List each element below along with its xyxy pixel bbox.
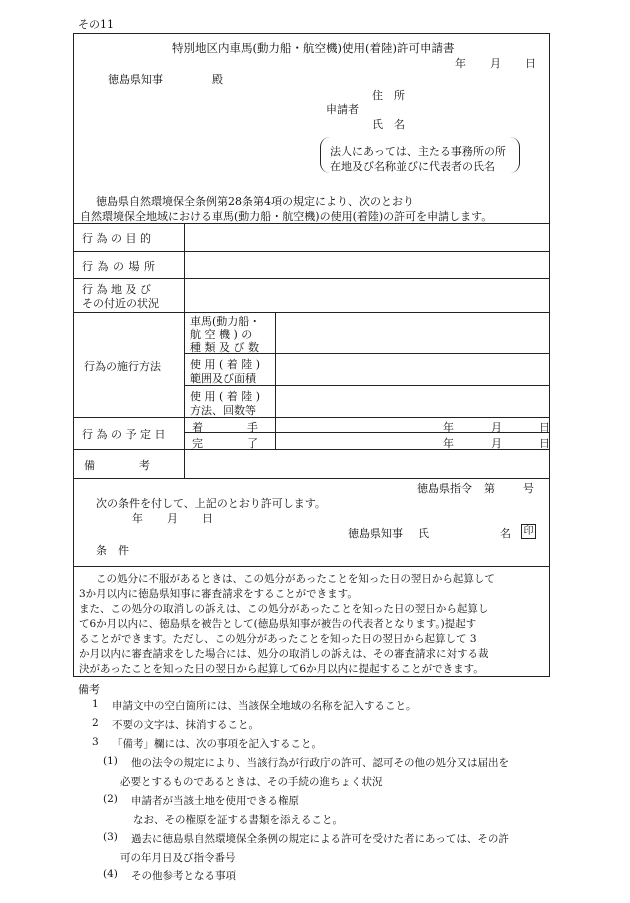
notice-line4: て6か月以内に、徳島県を被告として(徳島県知事が被告の代表者となります。)提起す [79, 618, 477, 630]
date-year: 年 [455, 57, 466, 70]
note-1-number: 1 [92, 698, 99, 710]
permit-month: 月 [167, 512, 178, 525]
order-prefix: 徳島県指令 [417, 482, 472, 495]
permit-surname: 氏 [418, 527, 429, 540]
honorific: 殿 [212, 73, 223, 86]
table-divider [184, 223, 185, 478]
subnote-4: その他参考となる事項 [131, 870, 236, 882]
start-year: 年 [443, 421, 454, 434]
applicant-label: 申請者 [326, 103, 359, 116]
table-rule [73, 417, 550, 418]
subnote-1-number: (1) [103, 755, 118, 767]
subnote-3-number: (3) [103, 831, 118, 843]
permit-date [132, 510, 213, 526]
notice-line2: 3か月以内に徳島県知事に審査請求をすることができます。 [79, 588, 358, 600]
notice-line6: か月以内に審査請求をした場合には、処分の取消しの訴えは、その審査請求に対する裁 [79, 648, 489, 660]
permit-day: 日 [202, 512, 213, 525]
label-start: 着 手 [192, 421, 258, 434]
sub-area-line1: 使 用 ( 着 陸 ) [190, 358, 261, 371]
label-remarks: 備 考 [84, 459, 150, 472]
sub-vehicle-line3: 種 類 及 び 数 [190, 341, 259, 354]
addressee: 徳島県知事 [108, 73, 163, 86]
permit-given: 名 [500, 527, 511, 540]
form-title: 特別地区内車馬(動力船・航空機)使用(着陸)許可申請書 [172, 41, 455, 55]
sub-area-line2: 範囲及び面積 [190, 372, 256, 385]
notice-line5: ることができます。ただし、この処分があったことを知った日の翌日から起算して 3 [79, 633, 477, 645]
address-label: 住 所 [372, 89, 405, 102]
sub-vehicle-line2: 航 空 機 ) の [190, 328, 253, 341]
end-day: 日 [539, 437, 550, 450]
label-surround-line2: その付近の状況 [82, 297, 159, 310]
seal-mark: 印 [521, 524, 536, 539]
permit-statement: 次の条件を付して、上記のとおり許可します。 [96, 497, 326, 510]
permit-year: 年 [132, 512, 143, 525]
page-label: その11 [78, 18, 114, 31]
order-no: 第 [484, 482, 495, 495]
subnote-2-line1: 申請者が当該土地を使用できる権原 [131, 795, 299, 807]
notes-heading: 備考 [78, 683, 100, 696]
subnote-3-line2: 可の年月日及び指令番号 [120, 852, 236, 864]
table-divider [275, 312, 276, 449]
note-3-number: 3 [92, 736, 99, 748]
table-rule [73, 478, 550, 479]
label-method: 行為の施行方法 [84, 360, 161, 373]
request-line2: 自然環境保全地域における車馬(動力船・航空機)の使用(着陸)の許可を申請します。 [80, 210, 493, 223]
corporate-note-line1: 法人にあっては、主たる事務所の所 [330, 145, 506, 158]
permit-issuer: 徳島県知事 [348, 527, 403, 540]
sub-vehicle-line1: 車馬(動力船・ [190, 315, 261, 328]
notice-line1: この処分に不服があるときは、この処分があったことを知った日の翌日から起算して [96, 573, 495, 585]
subnote-4-number: (4) [103, 868, 118, 880]
sub-method-line2: 方法、回数等 [190, 404, 256, 417]
end-date [443, 435, 550, 451]
note-3: 「備考」欄には、次の事項を記入すること。 [112, 738, 322, 750]
note-1: 申請文中の空白箇所には、当該保全地域の名称を記入すること。 [112, 700, 417, 712]
note-2: 不要の文字は、抹消すること。 [112, 719, 259, 731]
subnote-1-line2: 必要とするものであるときは、その手続の進ちょく状況 [120, 776, 383, 788]
notice-line3: また、この処分の取消しの訴えは、この処分があったことを知った日の翌日から起算し [79, 603, 489, 615]
label-end: 完 了 [192, 437, 258, 450]
end-year: 年 [443, 437, 454, 450]
subnote-2-number: (2) [103, 793, 118, 805]
notice-line7: 決があったことを知った日の翌日から起算して6か月以内に提起することができます。 [79, 663, 484, 675]
table-rule [73, 278, 550, 279]
label-place: 行 為 の 場 所 [82, 260, 156, 273]
table-rule [73, 223, 550, 224]
name-label: 氏 名 [372, 118, 405, 131]
start-month: 月 [491, 421, 502, 434]
label-schedule: 行 為 の 予 定 日 [82, 428, 166, 441]
corporate-note-line2: 在地及び名称並びに代表者の氏名 [330, 160, 495, 173]
application-date [455, 55, 536, 71]
table-rule [73, 566, 550, 567]
table-rule [73, 312, 550, 313]
note-2-number: 2 [92, 717, 99, 729]
date-month: 月 [490, 57, 501, 70]
start-day: 日 [539, 421, 550, 434]
label-purpose: 行 為 の 目 的 [82, 232, 151, 245]
end-month: 月 [491, 437, 502, 450]
table-rule [73, 251, 550, 252]
start-date [443, 419, 550, 435]
permit-conditions: 条 件 [96, 544, 129, 557]
order-number [417, 480, 534, 496]
date-day: 日 [525, 57, 536, 70]
label-surround-line1: 行 為 地 及 び [82, 283, 151, 296]
request-line1: 徳島県自然環境保全条例第28条第4項の規定により、次のとおり [96, 195, 414, 208]
subnote-1-line1: 他の法令の規定により、当該行為が行政庁の許可、認可その他の処分又は届出を [131, 757, 509, 769]
order-suffix: 号 [523, 482, 534, 495]
subnote-2-line2: なお、その権原を証する書類を添えること。 [133, 814, 343, 826]
subnote-3-line1: 過去に徳島県自然環境保全条例の規定による許可を受けた者にあっては、その許 [131, 833, 509, 845]
sub-method-line1: 使 用 ( 着 陸 ) [190, 390, 261, 403]
